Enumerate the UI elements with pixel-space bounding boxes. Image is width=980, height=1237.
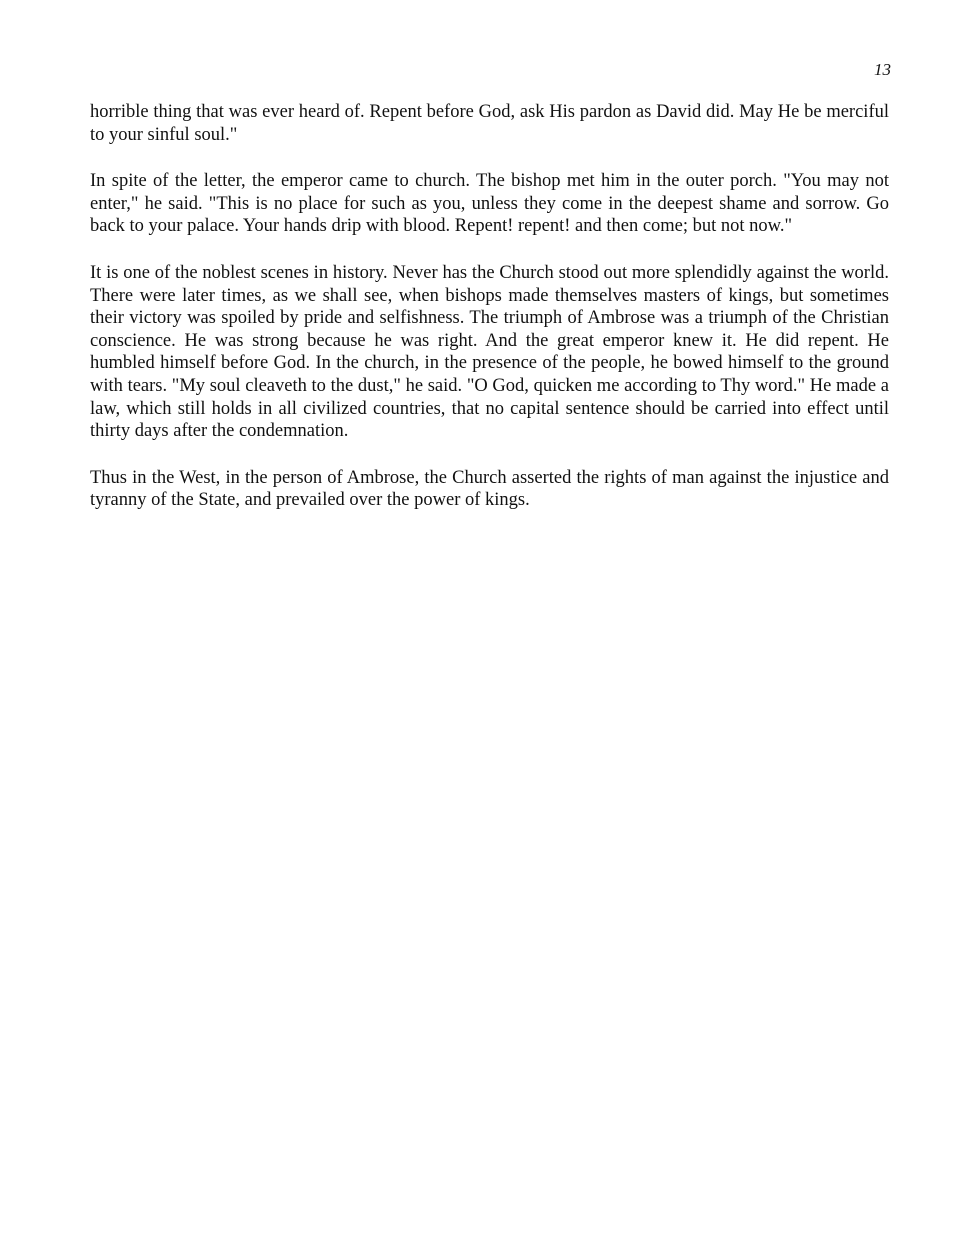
paragraph-4: Thus in the West, in the person of Ambrose, the Church asserted the rights of man against the injustice and tyranny of the State, and prevailed over the power of kings. — [90, 467, 889, 511]
body-text — [90, 101, 889, 536]
paragraph-1: horrible thing that was ever heard of. Repent before God, ask His pardon as David did. May He be merciful to your sinful soul." — [90, 102, 889, 145]
page-number: 13 — [874, 60, 891, 79]
paragraph-3: It is one of the noblest scenes in history. Never has the Church stood out more splendidly against the world. There were later times, as we shall see, when bishops made themselves masters of kings, but sometimes their victory was spoiled by pride and selfishness. The triumph of Ambrose was a triumph of the Christian conscience. He was strong because he was right. And the great emperor knew it. He did repent. He humbled himself before God. In the church, in the presence of the people, he bowed himself to the ground with tears. "My soul cleaveth to the dust," he said. "O God, quicken me according to Thy word." He made a law, which still holds in all civilized countries, that no capital sentence should be carried into effect until thirty days after the condemnation. — [90, 262, 889, 442]
paragraph-2: In spite of the letter, the emperor came to church. The bishop met him in the outer porch. "You may not enter," he said. "This is no place for such as you, unless they come in the deepest shame and sorrow. Go back to your palace. Your hands drip with blood. Repent! repent! and then come; but not now." — [90, 171, 889, 237]
